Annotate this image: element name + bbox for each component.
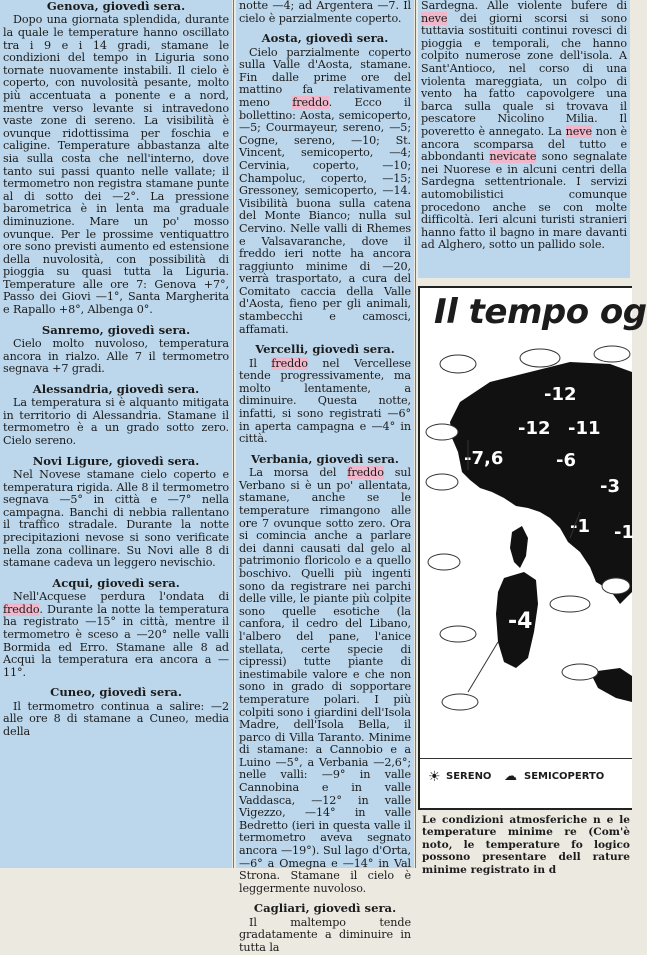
text-run: Sardegna. Alle violente bufere di: [421, 0, 627, 12]
section-vercelli: [236, 343, 414, 446]
section-heading: Sanremo, giovedì sera.: [41, 322, 191, 337]
semicloud-icon: ☁: [504, 769, 517, 784]
cloud-icon: [562, 664, 598, 680]
article-column-2: [236, 0, 414, 954]
weather-box: [418, 286, 647, 810]
text-run: La morsa del: [249, 466, 348, 480]
section-heading: Acqui, giovedì sera.: [52, 575, 180, 590]
weather-map: [420, 342, 632, 748]
cloud-icon: [520, 349, 560, 367]
temperature-label: -12: [518, 418, 551, 439]
cloud-icon: [602, 578, 630, 594]
section-aosta: [236, 32, 414, 336]
section-sanremo: [0, 324, 232, 376]
cloud-icon: [426, 424, 458, 440]
section-heading: Vercelli, giovedì sera.: [255, 342, 395, 357]
section-heading: Cagliari, giovedì sera.: [253, 901, 397, 916]
temperature-label: -1: [614, 522, 634, 543]
weather-title: Il tempo og: [434, 292, 647, 332]
cloud-icon: [594, 346, 630, 362]
section-text: La temperatura si è alquanto mitigata in territorio di Alessandria. Stamane il termometro è a un grado sotto zero. Cielo sereno.: [3, 396, 229, 448]
article-column-3: [418, 0, 630, 278]
section-heading: Cuneo, giovedì sera.: [50, 685, 182, 700]
text-run: sono segnalate nei Nuorese e in alcuni centri della Sardegna settentrionale. I servizi automobilistici comunque procedono anche se con molte difficoltà. Ieri alcuni turisti stranieri hanno fatto il bagno in mare davanti ad Alghero, sotto un pallido sole.: [421, 150, 627, 252]
section-heading: Aosta, giovedì sera.: [261, 31, 389, 46]
text-run: sul Verbano si è un po' allentata, stamane, anche se le temperature rimangono alle ore 7 ovunque sotto zero. Ora si comincia anche a parlare dei danni causati dal gelo al patrimonio floricolo e a quello boschivo. Quelli più ingenti sono da registrare nei parchi delle ville, le piante più colpite sono quelle esotiche (la canfora, il cedro del Libano, l'albero del pane, l'anice stellata, certe specie di cipressi) tutte piante di inestimabile valore e che non sono in grado di sopportare temperature polari. I più colpiti sono i giardini dell'Isola Madre, dell'Isola Bella, il parco di Villa Taranto. Minime di stamane: a Cannobio e a Luino —5°, a Verbania —2,6°; nelle valli: —9° in valle Cannobina e in valle Vaddasca, —12° in valle Vigezzo, —14° in valle Bedretto (ieri in questa valle il termometro aveva segnato ancora —19°). Sul lago d'Orta, —6° a Omegna e —14° in Val Strona. Stamane il cielo è leggermente nuvoloso.: [239, 466, 411, 895]
cloud-icon: [428, 554, 460, 570]
search-highlight: freddo: [347, 466, 384, 480]
text-run: Nell'Acquese perdura l'ondata di: [13, 590, 229, 604]
weather-caption: Le condizioni atmosferiche n e le temperature minime re (Com'è noto, le temperature fo logico possono presentare dell rature minime registrato in d: [422, 814, 630, 876]
section-heading: Genova, giovedì sera.: [46, 0, 186, 13]
section-text: Il maltempo tende gradatamente a diminuire in tutta la: [239, 915, 411, 954]
temperature-label: -11: [568, 418, 601, 439]
legend-label: SEMICOPERTO: [524, 771, 605, 782]
text-run: nel Vercellese tende progressivamente, ma molto lentamente, a diminuire. Questa notte, infatti, si sono registrati —6° in aperta campagna e —4° in città.: [239, 356, 411, 446]
text-run: Il: [249, 356, 272, 370]
section-cagliari-continued: [418, 0, 630, 252]
section-acqui: [0, 577, 232, 680]
section-verbania: [236, 453, 414, 896]
section-text: Nel Novese stamane cielo coperto e temperatura rigida. Alle 8 il termometro segnava —5° in città e —7° nella campagna. Banchi di nebbia rallentano il traffico stradale. Durante la notte precipitazioni nevose si sono verificate nella zona collinare. Su Novi alle 8 di stamane cadeva un leggero nevischio.: [3, 468, 229, 570]
temperature-label: -7,6: [464, 448, 504, 469]
search-highlight: freddo: [271, 356, 308, 370]
temperature-label: -12: [544, 384, 577, 405]
search-highlight: freddo: [292, 95, 329, 109]
section-text: Il termometro continua a salire: —2 alle ore 8 di stamane a Cuneo, media della: [3, 699, 229, 738]
section-cagliari: [236, 902, 414, 954]
cloud-icon: [442, 694, 478, 710]
text-run: non è ancora scomparsa del tutto e abbondanti: [421, 124, 627, 164]
section-novi-ligure: [0, 455, 232, 570]
cloud-icon: [440, 626, 476, 642]
temperature-label: -1: [570, 516, 590, 537]
section-text: [3, 591, 229, 679]
temperature-label: -6: [556, 450, 576, 471]
section-genova: [0, 0, 232, 317]
section-text: [239, 47, 411, 337]
search-highlight: freddo: [3, 602, 40, 616]
section-text: [239, 467, 411, 895]
text-run: . Ecco il bollettino: Aosta, semicoperto, —5; Courmayeur, sereno, —5; Cogne, sereno, —10; St. Vincent, semicoperto, —4; Cervinia, coperto, —10; Champoluc, coperto, —15; Gressoney, semicoperto, —14. Visibilità buona sulla catena del Monte Bianco; nulla sul Cervino. Nelle valli di Rhemes e Valsavaranche, dove il freddo ieri notte ha ancora raggiunto minime di —20, verrà trasportato, a cura del Comitato caccia della Valle d'Aosta, fieno per gli animali, stambecchi e camosci, affamati.: [239, 95, 412, 336]
text-run: Cielo parzialmente coperto sulla Valle d'Aosta, stamane. Fin dalle prime ore del mattino fa relativamente meno: [239, 45, 411, 109]
temperature-label: -4: [508, 609, 533, 634]
section-heading: Verbania, giovedì sera.: [251, 451, 399, 466]
section-text: [421, 0, 627, 252]
section-text: Cielo molto nuvoloso, temperatura ancora in rialzo. Alle 7 il termometro segnava +7 gradi.: [3, 337, 229, 376]
column-divider: [233, 0, 234, 868]
section-alessandria: [0, 383, 232, 448]
section-heading: Alessandria, giovedì sera.: [32, 381, 200, 396]
temperature-label: -3: [600, 476, 620, 497]
column-divider: [415, 0, 416, 868]
section-text: notte —4; ad Argentera —7. Il cielo è parzialmente coperto.: [239, 0, 411, 25]
section-text: [239, 358, 411, 446]
section-cuneo-continued: [236, 0, 414, 25]
legend-label: SERENO: [446, 771, 492, 782]
cloud-icon: [550, 596, 590, 612]
search-highlight: neve: [421, 11, 448, 25]
weather-legend: [420, 758, 632, 793]
section-heading: Novi Ligure, giovedì sera.: [32, 453, 200, 468]
text-run: dei giorni scorsi si sono tuttavia sostituiti continui rovesci di pioggia e temporali, che hanno colpito numerose zone dell'isola. A Sant'Antioco, nel corso di una violenta mareggiata, un colpo di vento ha fatto capovolgere una barca sulla quale si trovava il pescatore Nicolino Milia. Il poveretto è annegato. La: [421, 11, 627, 138]
text-run: . Durante la notte la temperatura ha registrato —15° in città, mentre il termometro è sceso a —20° nelle valli Bormida ed Erro. Stamane alle 8 ad Acqui la temperatura era ancora a —11°.: [3, 602, 229, 679]
section-cuneo: [0, 686, 232, 738]
cloud-icon: [440, 355, 476, 373]
section-text: Dopo una giornata splendida, durante la quale le temperature hanno oscillato tra i 9 e i 14 gradi, stamane le condizioni del tempo in Liguria sono tornate nuovamente instabili. Il cielo è coperto, con nuvolosità pesante, molto più accentuata a ponente e a nord, mentre verso levante si intravedono vaste zone di sereno. La visibilità è ovunque ridottissima per foschia e caligine. Temperature abbastanza alte sia sulla costa che nell'interno, dove tanto sui passi quanto nelle vallate; il termometro non registra stamane punte al di sotto dei —2°. La pressione barometrica è in lenta ma graduale diminuzione. Mare un po' mosso ovunque. Per le prossime ventiquattro ore sono previsti aumento ed estensione della nuvolosità, con possibilità di pioggia su quasi tutta la Liguria. Temperature alle ore 7: Genova +7°, Passo dei Giovi —1°, Santa Margherita e Rapallo +8°, Albenga 0°.: [3, 13, 229, 317]
article-column-1: [0, 0, 232, 868]
search-highlight: neve: [565, 124, 592, 138]
sun-icon: ☀: [428, 769, 441, 785]
search-highlight: nevicate: [489, 150, 537, 164]
cloud-icon: [426, 474, 458, 490]
